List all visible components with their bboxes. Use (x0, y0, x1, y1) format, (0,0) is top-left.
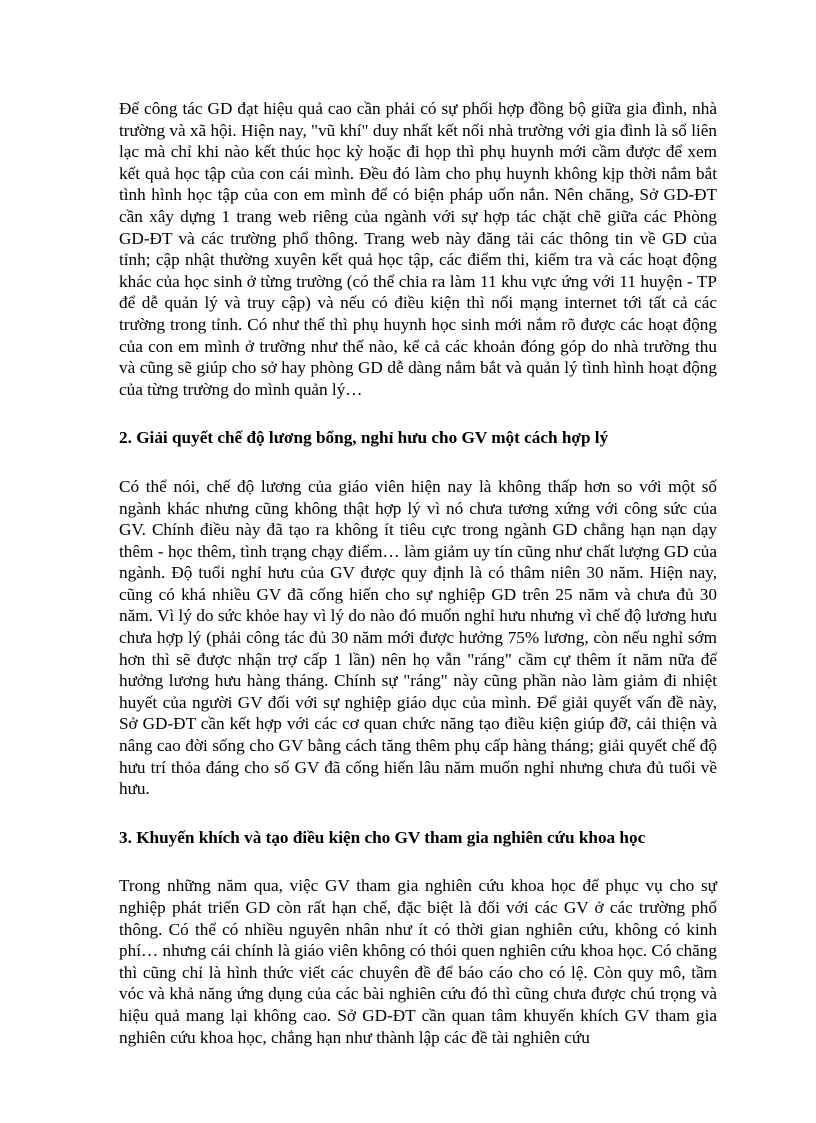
section-2-heading: 2. Giải quyết chế độ lương bổng, nghỉ hưu cho GV một cách hợp lý (119, 428, 609, 448)
intro-paragraph: Để công tác GD đạt hiệu quả cao cần phải có sự phối hợp đồng bộ giữa gia đình, nhà trường và xã hội. Hiện nay, "vũ khí" duy nhất kết nối nhà trường với gia đình là sổ liên lạc mà chỉ khi nào kết thúc học kỳ hoặc đi họp thì phụ huynh mới cầm được để xem kết quả học tập của con cái mình. Đều đó làm cho phụ huynh không kịp thời nắm bắt tình hình học tập của con em mình để có biện pháp uốn nắn. Nên chăng, Sở GD-ĐT cần xây dựng 1 trang web riêng của ngành với sự hợp tác chặt chẽ giữa các Phòng GD-ĐT và các trường phổ thông. Trang web này đăng tải các thông tin về GD của tỉnh; cập nhật thường xuyên kết quả học tập, các điểm thi, kiểm tra và các hoạt động khác của học sinh ở từng trường (có thể chia ra làm 11 khu vực ứng với 11 huyện - TP để dễ quản lý và truy cập) và nếu có điều kiện thì nối mạng internet tới tất cả các trường trong tỉnh. Có như thế thì phụ huynh học sinh mới nắm rõ được các hoạt động của con em mình ở trường như thế nào, kể cả các khoản đóng góp do nhà trường thu và cũng sẽ giúp cho sở hay phòng GD dễ dàng nắm bắt và quản lý tình hình hoạt động của từng trường do mình quản lý… (119, 99, 717, 399)
section-2-paragraph: Có thể nói, chế độ lương của giáo viên hiện nay là không thấp hơn so với một số ngành khác nhưng cũng không thật hợp lý vì nó chưa tương xứng với công sức của GV. Chính điều này đã tạo ra không ít tiêu cực trong ngành GD chẳng hạn nạn dạy thêm - học thêm, tình trạng chạy điểm… làm giảm uy tín cũng như chất lượng GD của ngành. Độ tuổi nghỉ hưu của GV được quy định là có thâm niên 30 năm. Hiện nay, cũng có khá nhiều GV đã cống hiến cho sự nghiệp GD trên 25 năm và chưa đủ 30 năm. Vì lý do sức khỏe hay vì lý do nào đó muốn nghỉ hưu nhưng vì chế độ lương hưu chưa hợp lý (phải công tác đủ 30 năm mới được hưởng 75% lương, còn nếu nghỉ sớm hơn thì sẽ được nhận trợ cấp 1 lần) nên họ vẫn "ráng" cầm cự thêm ít năm nữa để hưởng lương hưu hàng tháng. Chính sự "ráng" này cũng phần nào làm giảm đi nhiệt huyết của người GV đối với sự nghiệp giáo dục của mình. Để giải quyết vấn đề này, Sở GD-ĐT cần kết hợp với các cơ quan chức năng tạo điều kiện giúp đỡ, cải thiện và nâng cao đời sống cho GV bằng cách tăng thêm phụ cấp hàng tháng; giải quyết chế độ hưu trí thỏa đáng cho số GV đã cống hiến lâu năm muốn nghỉ nhưng chưa đủ tuổi về hưu. (119, 476, 717, 799)
section-3-heading: 3. Khuyến khích và tạo điều kiện cho GV tham gia nghiên cứu khoa học (119, 827, 646, 847)
section-3-paragraph: Trong những năm qua, việc GV tham gia nghiên cứu khoa học để phục vụ cho sự nghiệp phát triển GD còn rất hạn chế, đặc biệt là đối với các GV ở các trường phổ thông. Có thể có nhiều nguyên nhân như ít có thời gian nghiên cứu, không có kinh phí… nhưng cái chính là giáo viên không có thói quen nghiên cứu khoa học. Có chăng thì cũng chỉ là hình thức viết các chuyên đề để báo cáo cho có lệ. Còn quy mô, tầm vóc và khả năng ứng dụng của các bài nghiên cứu đó thì cũng chưa được chú trọng và hiệu quả mang lại không cao. Sở GD-ĐT cần quan tâm khuyến khích GV tham gia nghiên cứu khoa học, chẳng hạn như thành lập các đề tài nghiên cứu (119, 876, 717, 1047)
document-page (119, 98, 717, 1048)
spacer (119, 800, 717, 827)
spacer (119, 400, 717, 427)
spacer (119, 848, 717, 875)
spacer (119, 449, 717, 476)
